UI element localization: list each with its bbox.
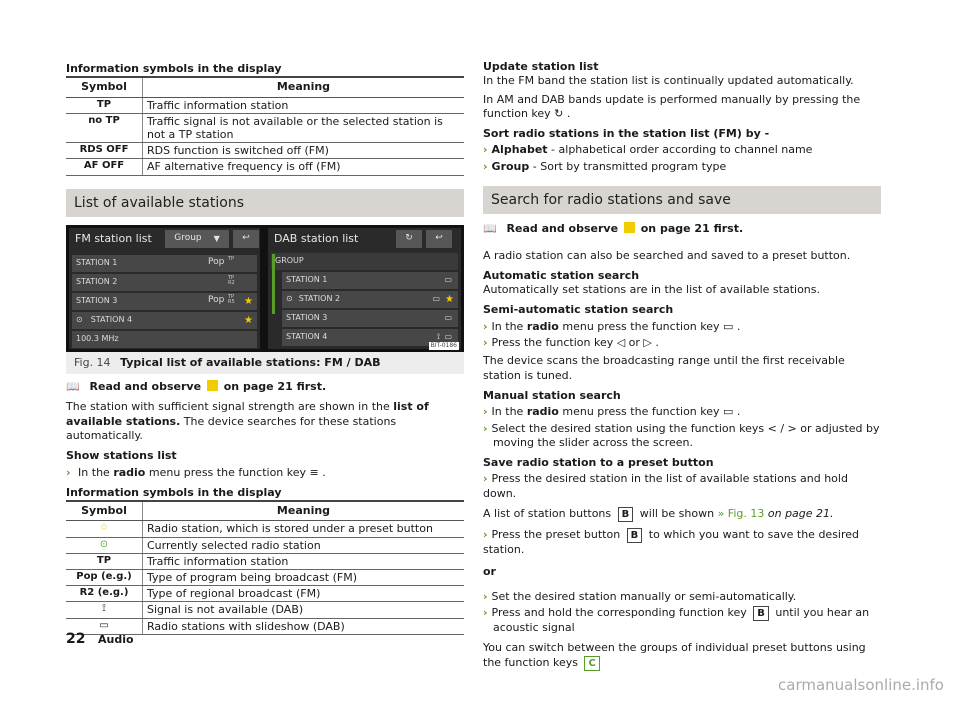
label-box: B [618, 507, 634, 522]
paragraph [66, 400, 464, 443]
symbol-cell: ⊙ [66, 537, 143, 553]
station-row[interactable] [72, 255, 257, 272]
tp-tag: TP R2 [228, 274, 235, 286]
symbol-cell: AF OFF [66, 159, 143, 175]
section-heading: Search for radio stations and save [483, 186, 881, 214]
auto-title: Automatic station search [483, 268, 640, 282]
figure-number: Fig. 14 [74, 355, 111, 369]
symbols-table-2 [66, 500, 464, 635]
fm-panel-title: FM station list [75, 231, 152, 245]
slideshow-icon: ▭ [444, 332, 452, 342]
read-observe-post: on page 21 first. [640, 222, 744, 236]
tp-tag: TP [228, 255, 235, 262]
back-icon: ↩ [242, 232, 250, 243]
item-text: - Sort by transmitted program type [529, 159, 727, 173]
symbol-cell: no TP [66, 113, 143, 142]
station-name: STATION 2 [76, 277, 118, 287]
paragraph: In the FM band the station list is continually updated automatically. [483, 74, 854, 88]
step-bold: radio [526, 405, 559, 419]
frequency-row[interactable] [72, 331, 257, 348]
label-box: C [584, 656, 599, 671]
symbol-cell: ☆ [66, 521, 143, 537]
book-icon: 📖 [66, 380, 80, 394]
meaning-cell: Radio stations with slideshow (DAB) [143, 618, 465, 634]
show-list-title: Show stations list [66, 449, 177, 463]
para-text: will be shown [639, 507, 715, 521]
station-row[interactable] [282, 291, 458, 308]
step-text: In the [491, 319, 527, 333]
station-row[interactable] [282, 310, 458, 327]
arrow-icon: › [483, 528, 488, 542]
table-row [66, 113, 464, 142]
dab-panel-title: DAB station list [274, 231, 359, 245]
list-item [483, 405, 881, 419]
warning-icon [624, 222, 635, 233]
step-text: menu press the function key ▭ . [558, 405, 741, 419]
program-type: Pop [208, 295, 225, 306]
list-item [483, 143, 881, 157]
table-row [66, 602, 464, 618]
scrollbar[interactable] [272, 254, 275, 314]
star-icon: ★ [244, 295, 253, 307]
slideshow-icon: ▭ [444, 275, 452, 285]
slideshow-icon: ▭ [432, 294, 440, 304]
group-label: GROUP [275, 256, 304, 266]
table-row [66, 553, 464, 569]
update-title: Update station list [483, 60, 599, 73]
symbol-cell: RDS OFF [66, 143, 143, 159]
manual-title: Manual station search [483, 388, 621, 402]
read-observe-pre: Read and observe [506, 222, 619, 236]
book-icon: 📖 [483, 222, 497, 236]
arrow-icon: › [483, 336, 488, 350]
meaning-cell: Type of regional broadcast (FM) [143, 586, 465, 602]
program-type: Pop [208, 257, 225, 268]
figure-code: BIT-0186 [430, 341, 457, 349]
station-row[interactable] [72, 293, 257, 310]
group-row[interactable] [271, 253, 458, 270]
station-list-figure [66, 225, 464, 352]
arrow-icon: › [483, 589, 488, 603]
label-box: B [753, 606, 769, 621]
back-button[interactable] [233, 230, 259, 248]
meaning-cell: Traffic information station [143, 553, 465, 569]
refresh-button[interactable] [396, 230, 422, 248]
meaning-cell: Signal is not available (DAB) [143, 602, 465, 618]
meaning-cell: Type of program being broadcast (FM) [143, 569, 465, 585]
group-button[interactable] [165, 230, 229, 248]
semi-title: Semi-automatic station search [483, 303, 674, 317]
table-row [66, 537, 464, 553]
sort-title: Sort radio stations in the station list (FM) by - [483, 127, 770, 141]
para-bold: list of available stations. [66, 400, 429, 428]
or-text: or [483, 565, 496, 579]
left-column [66, 0, 464, 635]
step-text: menu press the function key ≡ . [145, 465, 326, 479]
step-text: Set the desired station manually or semi-automatically. [491, 589, 797, 603]
station-name: STATION 1 [286, 275, 328, 285]
paragraph [483, 507, 881, 522]
station-name: STATION 2 [298, 294, 341, 304]
save-title: Save radio station to a preset button [483, 456, 714, 470]
figure-link[interactable]: » Fig. 13 [717, 507, 765, 521]
meaning-cell: Currently selected radio station [143, 537, 465, 553]
section-heading: List of available stations [66, 189, 464, 217]
read-observe-note [483, 222, 881, 236]
station-row[interactable] [72, 274, 257, 291]
step-text: Press the function key ◁ or ▷ . [491, 336, 659, 350]
step-text: In the [491, 405, 527, 419]
step-text: Press the preset button [491, 528, 621, 542]
table-row [66, 97, 464, 113]
meaning-cell: Traffic signal is not available or the selected station is not a TP station [143, 113, 465, 142]
divider [261, 228, 266, 349]
arrow-icon: › [483, 319, 488, 333]
station-name: STATION 4 [286, 332, 328, 342]
table-row [66, 569, 464, 585]
step-text: to which you want to save the desired station. [483, 528, 860, 557]
symbol-cell: Pop (e.g.) [66, 569, 143, 585]
symbols-table-1 [66, 76, 464, 175]
col-header-symbol: Symbol [66, 501, 143, 521]
step-text: Press the desired station in the list of available stations and hold down. [483, 472, 848, 500]
page-number: 22 [66, 631, 86, 647]
figure-caption [66, 352, 464, 374]
item-bold: Alphabet [491, 143, 548, 157]
dropdown-icon: ▼ [213, 233, 220, 243]
table1-title: Information symbols in the display [66, 62, 282, 75]
label-box: B [627, 528, 643, 543]
step-text: Select the desired station using the function keys < / > or adjusted by moving the slider across the screen. [491, 421, 880, 449]
para-text: A list of station buttons [483, 507, 612, 521]
station-name: STATION 4 [90, 315, 133, 325]
footer-section: Audio [98, 633, 134, 646]
col-header-symbol: Symbol [66, 77, 143, 97]
group-button-label: Group [174, 232, 202, 243]
paragraph: The device scans the broadcasting range until the first receivable station is tuned. [483, 354, 845, 382]
meaning-cell: RDS function is switched off (FM) [143, 143, 465, 159]
no-signal-icon: ⟟ [437, 332, 440, 342]
star-icon: ★ [445, 293, 454, 305]
symbol-cell: TP [66, 553, 143, 569]
step-text: menu press the function key ▭ . [558, 319, 741, 333]
figure-title: Typical list of available stations: FM / DAB [120, 355, 381, 369]
list-item [483, 528, 881, 557]
arrow-icon: › [483, 405, 488, 419]
meaning-cell: AF alternative frequency is off (FM) [143, 159, 465, 175]
read-observe-pre: Read and observe [89, 380, 202, 394]
step-text: Press and hold the corresponding function key [491, 605, 747, 619]
col-header-meaning: Meaning [143, 77, 465, 97]
station-row[interactable] [72, 312, 257, 329]
read-observe-note [66, 380, 464, 394]
paragraph: A radio station can also be searched and saved to a preset button. [483, 248, 851, 262]
meaning-cell: Radio station, which is stored under a preset button [143, 521, 465, 537]
selected-icon: ⊙ [286, 294, 293, 304]
table2-title: Information symbols in the display [66, 485, 282, 499]
list-item [483, 320, 881, 334]
watermark: carmanualsonline.info [778, 676, 944, 694]
table-row [66, 586, 464, 602]
step-text: In the [78, 465, 114, 479]
selected-icon: ⊙ [76, 315, 83, 325]
table-row [66, 143, 464, 159]
station-row[interactable] [282, 272, 458, 289]
star-icon: ★ [244, 314, 253, 326]
arrow-icon: › [483, 143, 488, 157]
list-item [483, 590, 881, 604]
station-name: STATION 1 [76, 258, 118, 268]
frequency: 100.3 MHz [76, 334, 119, 344]
arrow-icon: › [483, 421, 488, 435]
station-name: STATION 3 [76, 296, 118, 306]
arrow-icon: › [66, 465, 71, 479]
arrow-icon: › [483, 159, 488, 173]
para-text: You can switch between the groups of individual preset buttons using the function keys [483, 641, 866, 669]
arrow-icon: › [483, 605, 488, 619]
item-bold: Group [491, 159, 530, 173]
tp-tag: TP R5 [228, 293, 235, 305]
list-item [483, 472, 881, 501]
para-text: The device searches for these stations automatically. [66, 414, 397, 442]
list-item [66, 466, 464, 480]
dab-station-panel [268, 228, 461, 349]
fm-station-panel [69, 228, 260, 349]
back-button[interactable] [426, 230, 452, 248]
station-name: STATION 3 [286, 313, 328, 323]
col-header-meaning: Meaning [143, 501, 465, 521]
para-text: The station with sufficient signal strength are shown in the [66, 400, 394, 414]
symbol-cell: ⟟ [66, 602, 143, 618]
read-observe-post: on page 21 first. [223, 380, 327, 394]
right-column [483, 0, 881, 675]
symbol-cell: R2 (e.g.) [66, 586, 143, 602]
symbol-cell: TP [66, 97, 143, 113]
list-item [483, 606, 881, 635]
warning-icon [207, 380, 218, 391]
refresh-icon: ↻ [405, 232, 413, 243]
para-text: on page 21. [767, 507, 834, 521]
list-item [483, 422, 881, 451]
step-bold: radio [526, 319, 559, 333]
auto-text: Automatically set stations are in the list of available stations. [483, 283, 821, 297]
step-bold: radio [113, 465, 146, 479]
paragraph: In AM and DAB bands update is performed manually by pressing the function key ↻ . [483, 92, 861, 120]
list-item [483, 336, 881, 350]
step-text: until you hear an acoustic signal [493, 605, 870, 634]
table-row [66, 618, 464, 634]
item-text: - alphabetical order according to channel name [547, 143, 813, 157]
symbol-cell: ▭ [66, 618, 143, 634]
back-icon: ↩ [435, 232, 443, 243]
table-row [66, 159, 464, 175]
slideshow-icon: ▭ [444, 313, 452, 323]
table-row [66, 521, 464, 537]
meaning-cell: Traffic information station [143, 97, 465, 113]
list-item [483, 160, 881, 174]
paragraph [483, 641, 881, 670]
arrow-icon: › [483, 472, 488, 486]
